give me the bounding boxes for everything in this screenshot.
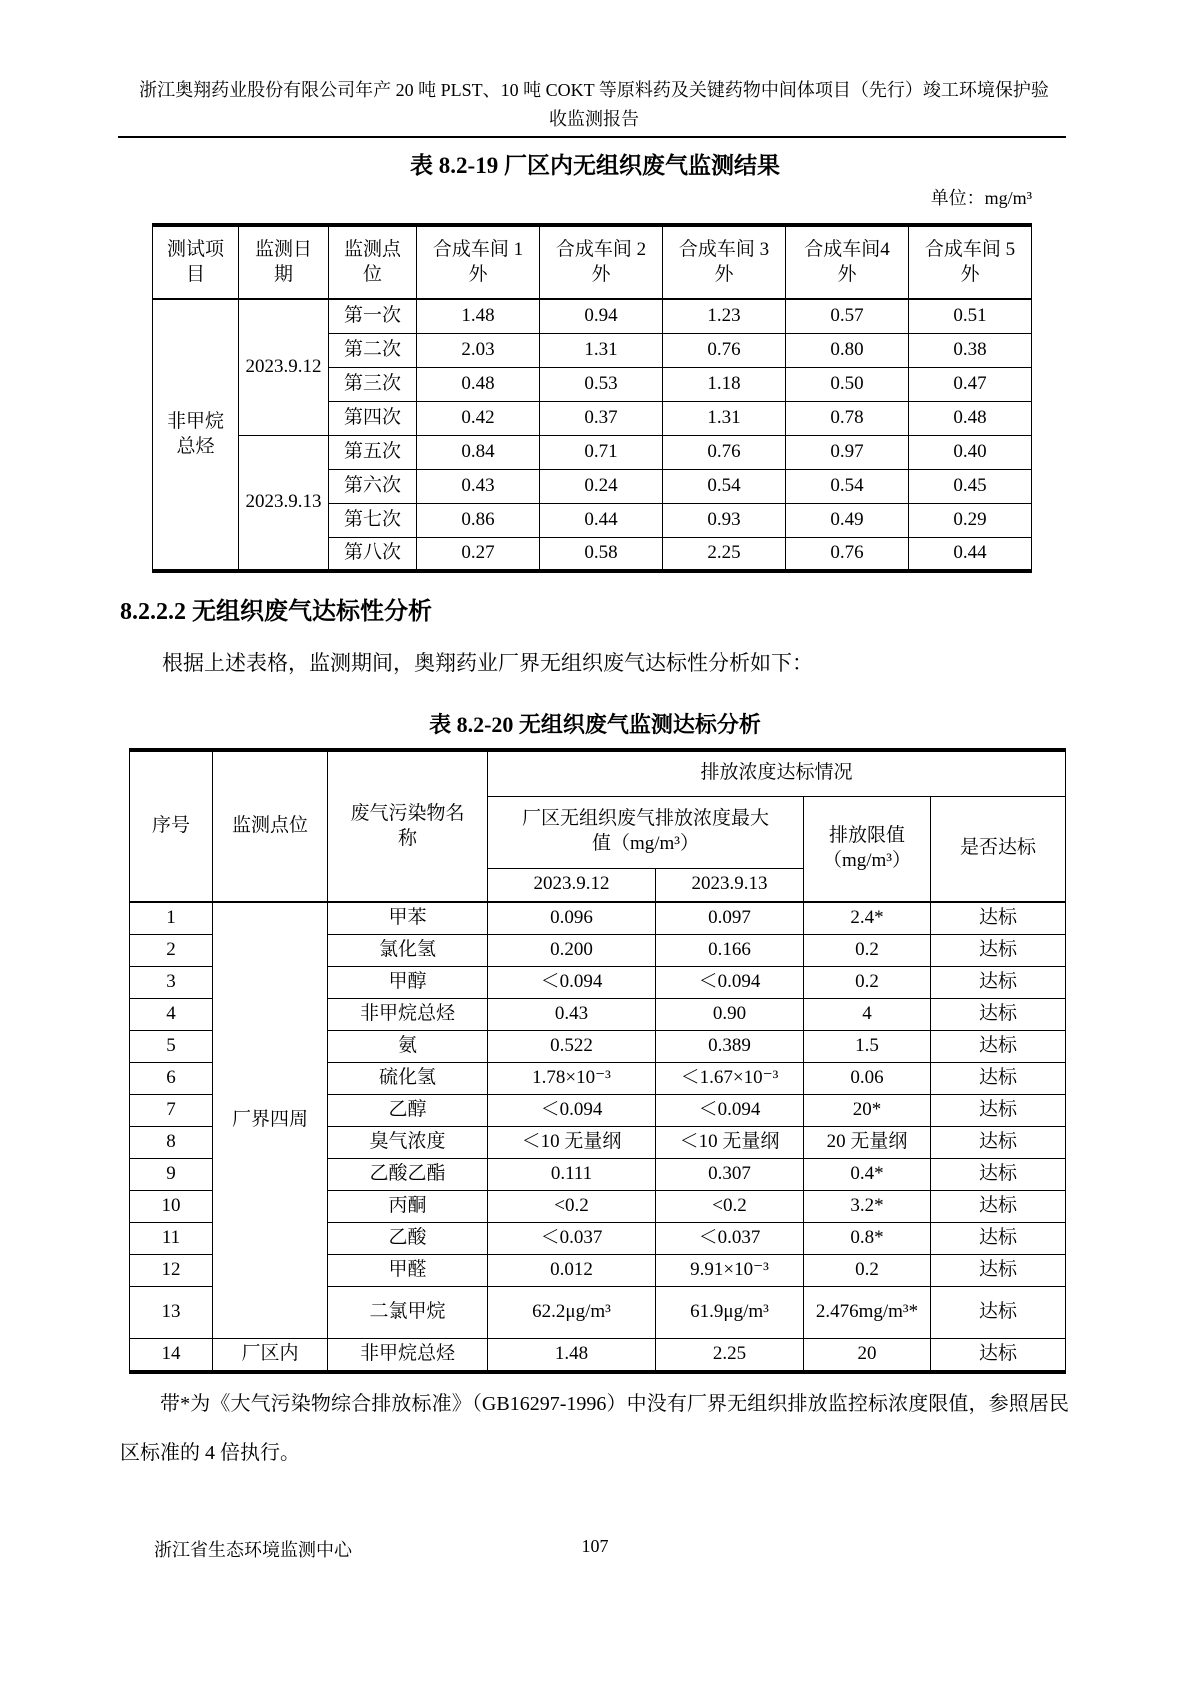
pollutant-cell: 氨 [328,1030,488,1062]
page-number: 107 [581,1536,609,1556]
value-913-cell: ＜10 无量纲 [656,1126,804,1158]
col-header-no: 序号 [130,750,213,902]
limit-cell: 20 无量纲 [804,1126,931,1158]
table-row [153,435,1032,469]
value-912-cell: 1.78×10⁻³ [488,1062,656,1094]
col-header-workshop5: 合成车间 5 外 [909,225,1032,299]
limit-cell: 1.5 [804,1030,931,1062]
status-cell: 达标 [931,934,1066,966]
value-cell: 2.03 [417,333,540,367]
value-cell: 0.58 [540,537,663,571]
pollutant-cell: 甲苯 [328,902,488,934]
value-cell: 0.27 [417,537,540,571]
limit-cell: 2.476mg/m³* [804,1286,931,1338]
limit-cell: 0.2 [804,966,931,998]
value-912-cell: 1.48 [488,1338,656,1372]
value-912-cell: 0.200 [488,934,656,966]
value-cell: 0.93 [663,503,786,537]
col-header-date: 监测日期 [239,225,329,299]
table2-footnote: 带*为《大气污染物综合排放标准》（GB16297-1996）中没有厂界无组织排放监控标浓度限值，参照居民区标准的 4 倍执行。 [120,1393,1069,1464]
limit-cell: 3.2* [804,1190,931,1222]
no-cell: 9 [130,1158,213,1190]
value-cell: 0.54 [786,469,909,503]
col-header-workshop4: 合成车间4 外 [786,225,909,299]
value-912-cell: 0.111 [488,1158,656,1190]
limit-cell: 0.2 [804,934,931,966]
col-header-workshop2: 合成车间 2 外 [540,225,663,299]
value-cell: 0.49 [786,503,909,537]
col-header-pollutant: 废气污染物名称 [328,750,488,902]
value-cell: 0.48 [417,367,540,401]
point-cell: 厂区内 [213,1338,328,1372]
section-paragraph: 根据上述表格，监测期间，奥翔药业厂界无组织废气达标性分析如下： [162,651,813,675]
status-cell: 达标 [931,1222,1066,1254]
limit-cell: 20* [804,1094,931,1126]
value-913-cell: 9.91×10⁻³ [656,1254,804,1286]
status-cell: 达标 [931,998,1066,1030]
value-cell: 0.44 [909,537,1032,571]
pollutant-cell: 氯化氢 [328,934,488,966]
value-913-cell: 0.389 [656,1030,804,1062]
no-cell: 1 [130,902,213,934]
pollutant-cell: 乙醇 [328,1094,488,1126]
no-cell: 4 [130,998,213,1030]
table1-title: 表 8.2-19 厂区内无组织废气监测结果 [410,153,780,178]
status-cell: 达标 [931,1062,1066,1094]
point-cell: 厂界四周 [213,902,328,1338]
value-cell: 0.48 [909,401,1032,435]
status-cell: 达标 [931,966,1066,998]
value-cell: 0.71 [540,435,663,469]
col-header-date1: 2023.9.12 [488,868,656,902]
table1-unit-label: 单位：mg/m³ [930,188,1032,208]
pollutant-cell: 甲醛 [328,1254,488,1286]
value-cell: 0.42 [417,401,540,435]
pollutant-cell: 丙酮 [328,1190,488,1222]
value-cell: 0.76 [786,537,909,571]
table2-compliance-analysis [129,748,1066,1374]
value-912-cell: ＜0.094 [488,966,656,998]
document-header [120,76,1068,134]
value-cell: 1.23 [663,299,786,333]
value-cell: 0.29 [909,503,1032,537]
no-cell: 10 [130,1190,213,1222]
document-footer [120,1536,1070,1562]
pollutant-cell: 甲醇 [328,966,488,998]
value-cell: 0.54 [663,469,786,503]
col-header-test-item: 测试项目 [153,225,239,299]
date-cell: 2023.9.13 [239,435,329,571]
value-cell: 0.97 [786,435,909,469]
sample-cell: 第三次 [329,367,417,401]
table2-title: 表 8.2-20 无组织废气监测达标分析 [429,712,761,737]
pollutant-cell: 硫化氢 [328,1062,488,1094]
value-913-cell: ＜0.094 [656,1094,804,1126]
value-cell: 0.38 [909,333,1032,367]
value-913-cell: <0.2 [656,1190,804,1222]
no-cell: 5 [130,1030,213,1062]
value-cell: 0.40 [909,435,1032,469]
value-912-cell: ＜0.094 [488,1094,656,1126]
value-912-cell: 0.43 [488,998,656,1030]
value-cell: 0.44 [540,503,663,537]
value-912-cell: 0.012 [488,1254,656,1286]
status-cell: 达标 [931,902,1066,934]
status-cell: 达标 [931,1126,1066,1158]
section-heading: 8.2.2.2 无组织废气达标性分析 [120,599,432,625]
value-cell: 0.86 [417,503,540,537]
value-cell: 0.51 [909,299,1032,333]
no-cell: 12 [130,1254,213,1286]
value-913-cell: ＜0.094 [656,966,804,998]
table2-header-row [130,750,1066,796]
value-cell: 1.31 [663,401,786,435]
sample-cell: 第二次 [329,333,417,367]
value-913-cell: 0.097 [656,902,804,934]
value-cell: 0.76 [663,435,786,469]
value-912-cell: ＜10 无量纲 [488,1126,656,1158]
header-line2: 收监测报告 [549,109,639,129]
value-913-cell: ＜1.67×10⁻³ [656,1062,804,1094]
value-913-cell: 0.307 [656,1158,804,1190]
status-cell: 达标 [931,1190,1066,1222]
value-cell: 0.45 [909,469,1032,503]
value-912-cell: <0.2 [488,1190,656,1222]
sample-cell: 第六次 [329,469,417,503]
no-cell: 11 [130,1222,213,1254]
test-item-cell: 非甲烷总烃 [153,299,239,571]
status-cell: 达标 [931,1094,1066,1126]
value-cell: 0.47 [909,367,1032,401]
value-913-cell: 61.9μg/m³ [656,1286,804,1338]
table1-header-row [153,225,1032,299]
value-cell: 1.31 [540,333,663,367]
status-cell: 达标 [931,1158,1066,1190]
value-cell: 0.53 [540,367,663,401]
no-cell: 2 [130,934,213,966]
sample-cell: 第七次 [329,503,417,537]
pollutant-cell: 乙酸 [328,1222,488,1254]
value-cell: 0.24 [540,469,663,503]
limit-cell: 0.8* [804,1222,931,1254]
pollutant-cell: 非甲烷总烃 [328,998,488,1030]
value-cell: 0.78 [786,401,909,435]
status-cell: 达标 [931,1286,1066,1338]
limit-cell: 0.4* [804,1158,931,1190]
value-cell: 0.50 [786,367,909,401]
col-header-workshop1: 合成车间 1 外 [417,225,540,299]
header-rule [118,136,1066,138]
value-cell: 0.57 [786,299,909,333]
status-cell: 达标 [931,1030,1066,1062]
table1-fugitive-emission-results [152,223,1032,573]
status-cell: 达标 [931,1338,1066,1372]
col-header-point: 监测点位 [213,750,328,902]
sample-cell: 第五次 [329,435,417,469]
col-header-limit: 排放限值（mg/m³） [804,796,931,902]
pollutant-cell: 臭气浓度 [328,1126,488,1158]
sample-cell: 第八次 [329,537,417,571]
limit-cell: 0.06 [804,1062,931,1094]
header-line1: 浙江奥翔药业股份有限公司年产 20 吨 PLST、10 吨 COKT 等原料药及关键药物中间体项目（先行）竣工环境保护验 [139,80,1049,100]
col-header-point: 监测点位 [329,225,417,299]
pollutant-cell: 乙酸乙酯 [328,1158,488,1190]
limit-cell: 20 [804,1338,931,1372]
value-cell: 0.94 [540,299,663,333]
table-row [130,902,1066,934]
limit-cell: 4 [804,998,931,1030]
col-header-max-value: 厂区无组织废气排放浓度最大值（mg/m³） [488,796,804,868]
sample-cell: 第四次 [329,401,417,435]
pollutant-cell: 二氯甲烷 [328,1286,488,1338]
footer-organization: 浙江省生态环境监测中心 [154,1540,352,1560]
table-row [130,1338,1066,1372]
no-cell: 14 [130,1338,213,1372]
value-cell: 0.43 [417,469,540,503]
no-cell: 13 [130,1286,213,1338]
no-cell: 3 [130,966,213,998]
col-header-compliance-group: 排放浓度达标情况 [488,750,1066,796]
table-row [153,299,1032,333]
value-cell: 1.48 [417,299,540,333]
value-912-cell: 0.096 [488,902,656,934]
value-912-cell: ＜0.037 [488,1222,656,1254]
value-913-cell: 0.166 [656,934,804,966]
no-cell: 6 [130,1062,213,1094]
value-913-cell: ＜0.037 [656,1222,804,1254]
value-cell: 0.37 [540,401,663,435]
limit-cell: 2.4* [804,902,931,934]
col-header-date2: 2023.9.13 [656,868,804,902]
value-912-cell: 0.522 [488,1030,656,1062]
value-cell: 0.80 [786,333,909,367]
no-cell: 8 [130,1126,213,1158]
value-cell: 0.76 [663,333,786,367]
no-cell: 7 [130,1094,213,1126]
status-cell: 达标 [931,1254,1066,1286]
value-913-cell: 2.25 [656,1338,804,1372]
date-cell: 2023.9.12 [239,299,329,435]
sample-cell: 第一次 [329,299,417,333]
pollutant-cell: 非甲烷总烃 [328,1338,488,1372]
col-header-workshop3: 合成车间 3 外 [663,225,786,299]
col-header-status: 是否达标 [931,796,1066,902]
value-cell: 2.25 [663,537,786,571]
value-cell: 0.84 [417,435,540,469]
limit-cell: 0.2 [804,1254,931,1286]
value-cell: 1.18 [663,367,786,401]
value-912-cell: 62.2μg/m³ [488,1286,656,1338]
value-913-cell: 0.90 [656,998,804,1030]
